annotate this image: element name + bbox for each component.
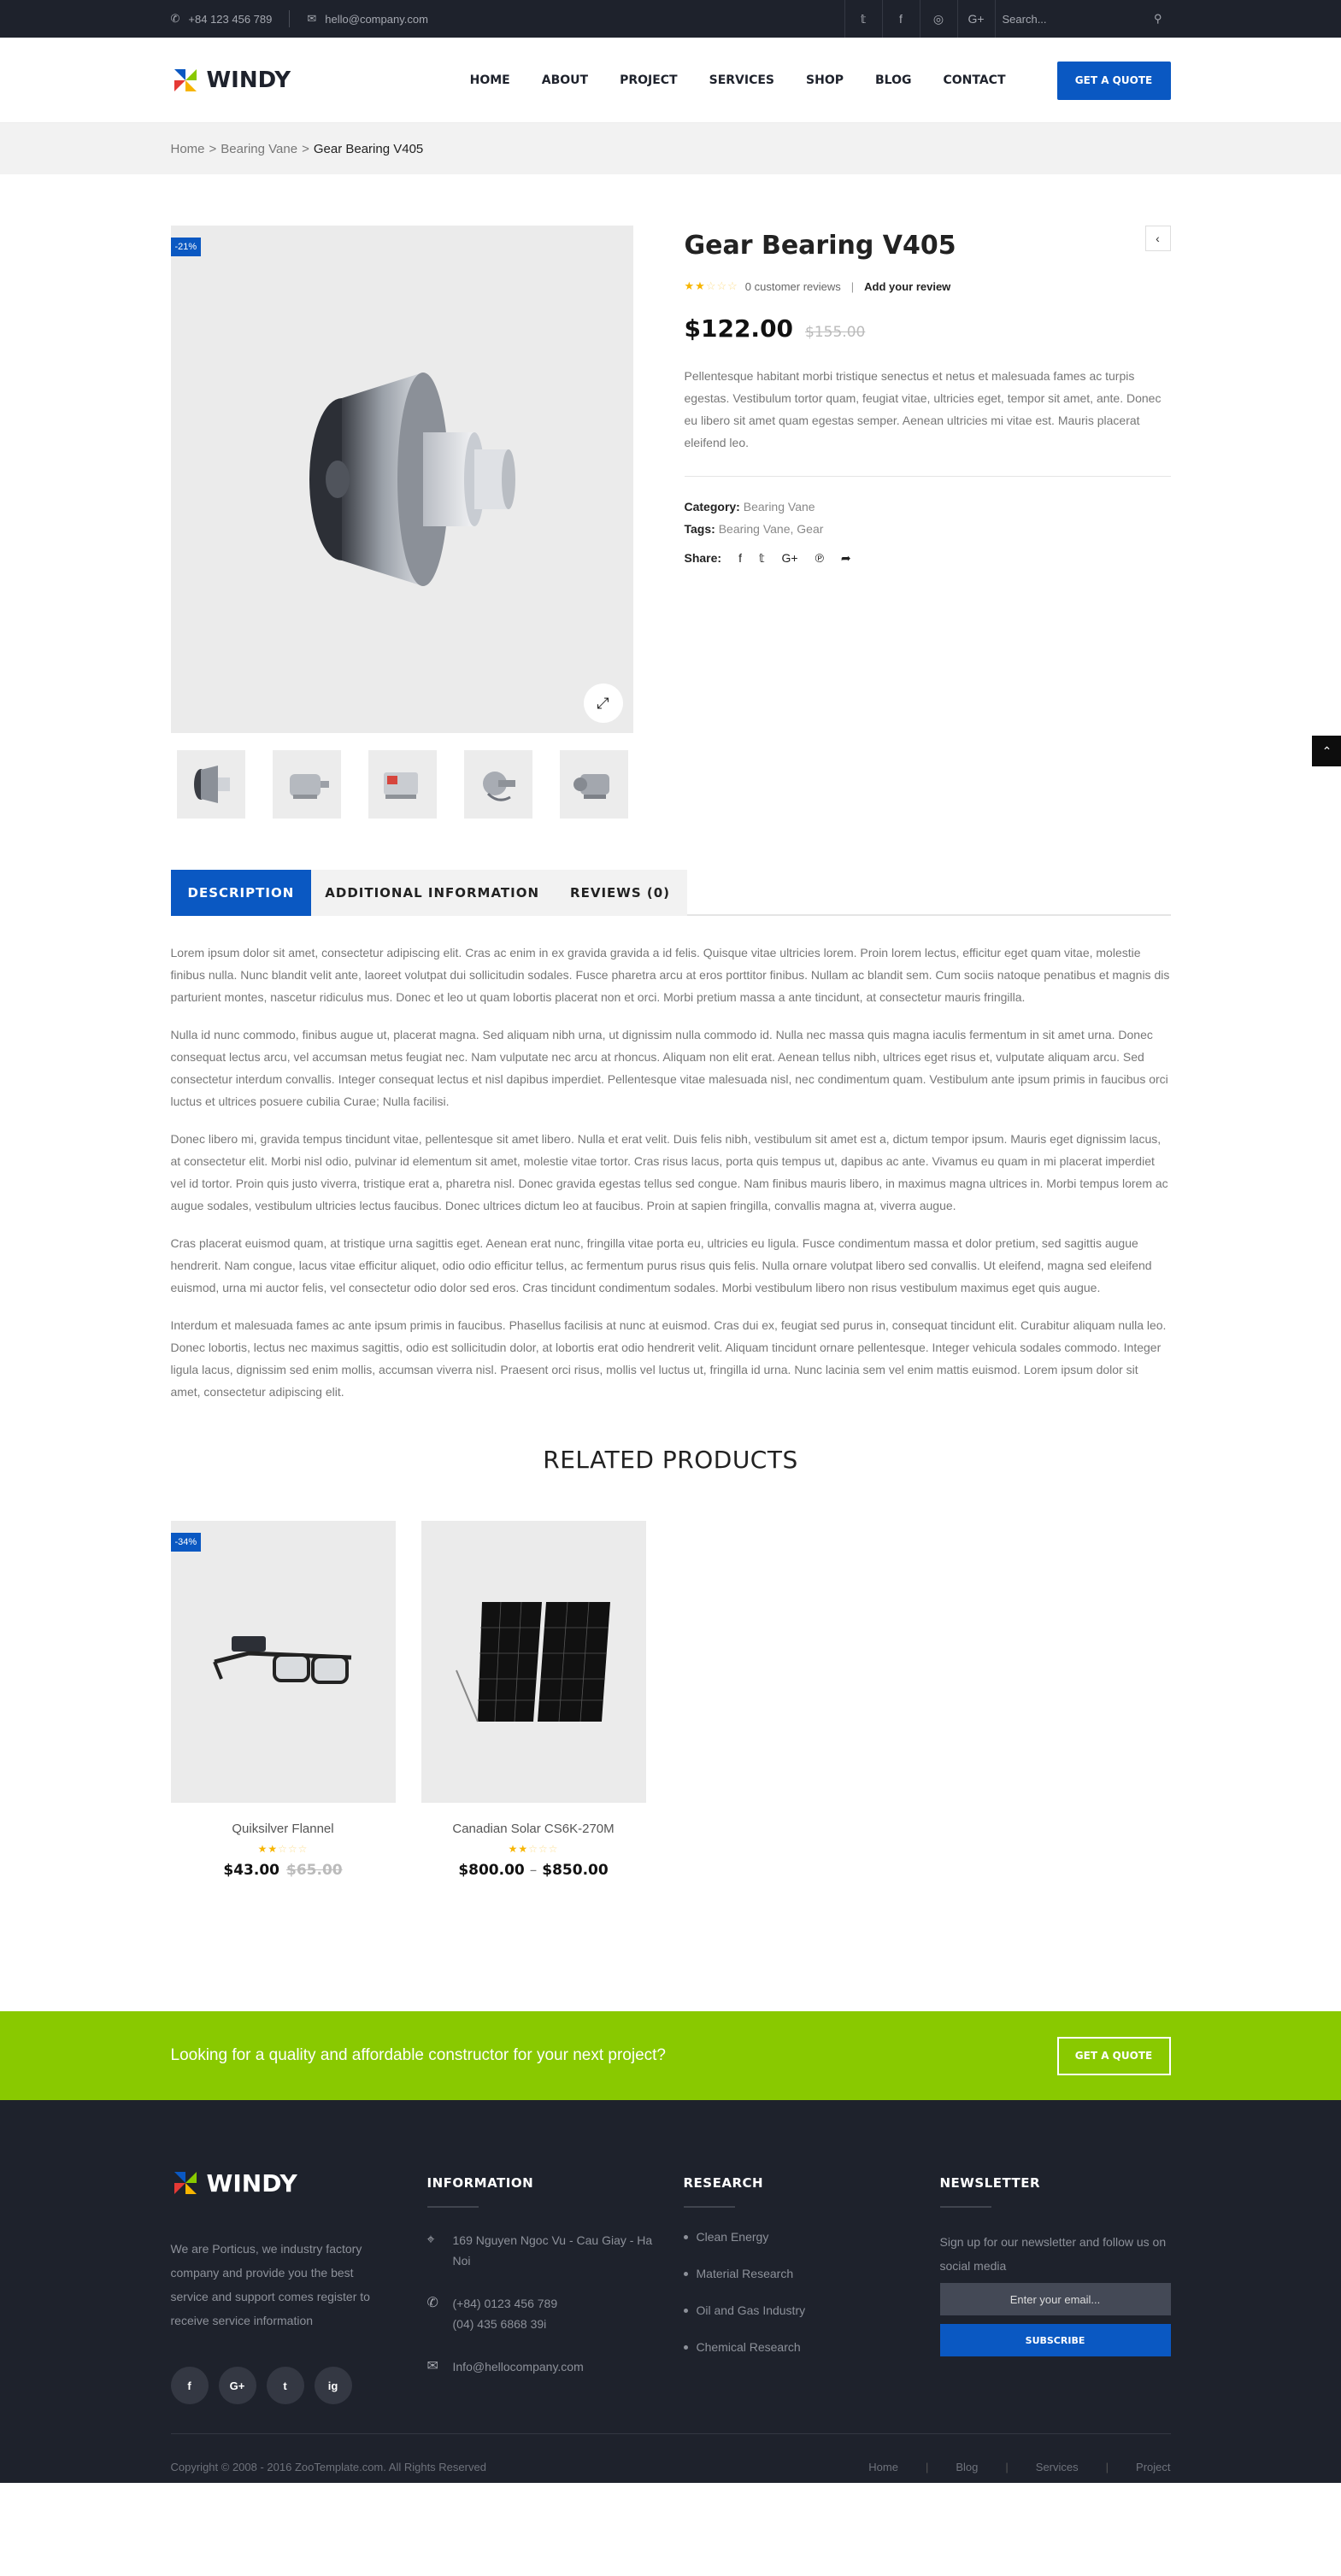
price-dash: –	[529, 1862, 538, 1879]
topbar-email[interactable]	[307, 12, 428, 26]
footer-research-title: RESEARCH	[683, 2175, 764, 2191]
price-to: $850.00	[542, 1862, 609, 1879]
thumbnail-strip	[171, 750, 633, 819]
sale-badge: -34%	[171, 1533, 202, 1552]
footer-link-separator: |	[925, 2461, 929, 2473]
footer-title-line	[940, 2206, 991, 2208]
sale-badge: -21%	[171, 238, 202, 256]
footer-title-line	[684, 2206, 735, 2208]
topbar-phone	[171, 12, 273, 26]
dribbble-icon[interactable]: ◎	[920, 0, 957, 38]
product-gallery	[171, 226, 633, 819]
tab-reviews[interactable]: REVIEWS (0)	[553, 870, 687, 916]
chevron-left-icon[interactable]: ‹	[1145, 226, 1171, 251]
product-old-price: $155.00	[805, 324, 866, 341]
instagram-icon[interactable]: ig	[315, 2367, 352, 2404]
related-product-card[interactable]	[421, 1521, 646, 1879]
breadcrumb	[0, 123, 1341, 174]
footer-logo[interactable]	[171, 2168, 427, 2198]
site-header	[0, 38, 1341, 123]
product-short-description: Pellentesque habitant morbi tristique senectus et netus et malesuada fames ac turpis egestas. Vestibulum tortor quam, feugiat vitae, ultricies eget, tempor sit amet, ante. Donec eu libero sit amet quam egestas semper. Aenean ultricies mi vitae est. Mauris placerat eleifend leo.	[685, 365, 1171, 477]
newsletter-text: Sign up for our newsletter and follow us on social media	[939, 2235, 1167, 2273]
description-paragraph: Cras placerat euismod quam, at tristique urna sagittis eget. Aenean erat nunc, fringilla vitae porta eu, ultricies eu ligula. Fusce condimentum massa et dolor pretium, sed sagittis augue hendrerit. Nam congue, lacus vitae efficitur aliquet, odio odio efficitur tellus, ac fermentum purus risus quis felis. Nulla ornare volutpat libero sed convallis. Ut eleifend, magna sed eleifend euismod, urna mi auctor felis, vel consectetur odio dolor sed eros. Cras tincidunt condimentum sodales. Morbi vestibulum libero non risus vestibulum maximus eget quis augue.	[170, 1236, 1152, 1294]
footer-social	[171, 2367, 427, 2404]
nav-contact[interactable]: CONTACT	[943, 73, 1006, 87]
topbar-email-text[interactable]: hello@company.com	[325, 12, 428, 26]
turbine-image	[248, 351, 556, 607]
description-paragraph: Lorem ipsum dolor sit amet, consectetur adipiscing elit. Cras ac enim in ex gravida gravida a id felis. Quisque vitae ultricies lorem. Proin lorem lectus, efficitur eget quam vitae, molestie finibus nulla. Nunc blandit velit ante, laoreet volutpat dui sollicitudin sodales. Fusce pharetra arcu at eros porttitor finibus. Nullam ac blandit sem. Cum sociis natoque penatibus et magnis dis parturient montes, nascetur ridiculus mus. Donec et leo ut quam lobortis placerat non et orci. Morbi pretium massa a ante tincidunt, at consectetur mauris fringilla.	[170, 946, 1170, 1004]
nav-home[interactable]: HOME	[469, 73, 510, 87]
footer-title-line	[427, 2206, 479, 2208]
topbar-divider	[289, 10, 290, 27]
related-product-price	[421, 1862, 646, 1879]
nav-about[interactable]: ABOUT	[541, 73, 589, 87]
price-from: $800.00	[458, 1862, 525, 1879]
footer-links	[868, 2461, 1170, 2473]
breadcrumb-separator: >	[209, 141, 217, 156]
back-to-top-icon[interactable]: ⌃	[1312, 736, 1341, 766]
breadcrumb-current: Gear Bearing V405	[313, 141, 424, 156]
footer-bottom	[171, 2433, 1171, 2500]
motor-thumb	[281, 766, 332, 803]
google-plus-icon[interactable]: G+	[219, 2367, 256, 2404]
footer-phones	[427, 2293, 684, 2334]
top-bar	[0, 0, 1341, 38]
mail-icon: ✉	[307, 12, 317, 25]
share-row	[685, 547, 1171, 569]
breadcrumb-home[interactable]: Home	[170, 141, 205, 156]
footer-link-separator: |	[1005, 2461, 1009, 2473]
nav-blog[interactable]: BLOG	[874, 73, 912, 87]
thumbnail-3[interactable]	[368, 750, 437, 819]
related-products	[171, 1446, 1171, 1879]
facebook-icon[interactable]: f	[882, 0, 920, 38]
footer-research	[684, 2168, 940, 2404]
category-label: Category:	[684, 500, 740, 513]
nav-shop[interactable]: SHOP	[806, 73, 844, 87]
copyright: Copyright © 2008 - 2016 ZooTemplate.com. All Rights Reserved	[170, 2461, 486, 2473]
pump-thumb	[473, 763, 524, 806]
facebook-icon[interactable]: f	[171, 2367, 209, 2404]
product-tabs	[171, 870, 1171, 916]
nav-project[interactable]: PROJECT	[620, 73, 678, 87]
cta-text: Looking for a quality and affordable constructor for your next project?	[170, 2046, 666, 2064]
phone-icon: ✆	[170, 12, 180, 25]
footer-newsletter-title: NEWSLETTER	[939, 2175, 1041, 2191]
topbar-search	[995, 0, 1171, 38]
thumbnail-5[interactable]	[560, 750, 628, 819]
search-input[interactable]	[1003, 13, 1139, 26]
twitter-icon[interactable]: 𝕥	[758, 551, 765, 565]
cta-banner	[0, 2011, 1341, 2100]
expand-icon[interactable]: ⤢	[584, 684, 623, 723]
get-quote-button[interactable]: GET A QUOTE	[1057, 62, 1171, 100]
product-section	[171, 226, 1332, 819]
footer-logo-text: WINDY	[206, 2168, 297, 2198]
tab-description[interactable]: DESCRIPTION	[171, 870, 312, 916]
google-plus-icon[interactable]: G+	[781, 551, 798, 565]
category-link[interactable]: Bearing Vane	[743, 500, 815, 513]
search-icon[interactable]: ⚲	[1153, 12, 1162, 25]
footer-information	[427, 2168, 684, 2404]
price-row	[685, 314, 1171, 343]
description-paragraph: Nulla id nunc commodo, finibus augue ut, placerat magna. Sed aliquam nibh urna, ut dignissim nulla commodo id. Nulla nec massa quis magna iaculis fermentum in sit amet urna. Donec consequat lectus arcu, vel accumsan metus feugiat nec. Nam vulputate nec arcu at rhoncus. Aliquam non elit erat. Aenean tellus nibh, ultrices eget risus et, vulputate aliquam arcu. Sed consectetur interdum convallis. Integer consequat lectus et nisl dapibus imperdiet. Pellentesque vitae malesuada nisl, nec condimentum quam. Vestibulum ante ipsum primis in faucibus orci luctus et ultrices posuere cubilia Curae; Nulla facilisi.	[170, 1028, 1168, 1108]
generator-thumb	[377, 766, 428, 803]
logo-text: WINDY	[206, 67, 291, 93]
tags-links[interactable]: Bearing Vane, Gear	[718, 522, 824, 536]
description-paragraph: Interdum et malesuada fames ac ante ipsum primis in faucibus. Phasellus facilisis at nunc at euismod. Cras dui ex, feugiat sed purus in, consequat tincidunt elit. Curabitur aliquam nulla leo. Donec lobortis, lectus nec maximus sagittis, odio est sollicitudin dolor, at lobortis erat odio hendrerit velit. Aliquam tincidunt ornare pellentesque. Integer vehicula sodales commodo. Integer ligula lacus, dignissim sed enim mollis, accumsan viverra nisl. Praesent orci risus, mollis vel luctus ut, fringilla id urna. Nunc lacinia sem vel enim mattis euismod. Lorem ipsum dolor sit amet, consectetur adipiscing elit.	[170, 1318, 1167, 1399]
glasses-image	[197, 1611, 368, 1713]
location-icon: ⌖	[426, 2233, 435, 2247]
footer-link-home[interactable]: Home	[868, 2461, 898, 2473]
twitter-icon[interactable]: t	[267, 2367, 304, 2404]
footer-link-separator: |	[1105, 2461, 1109, 2473]
related-product-name[interactable]: Quiksilver Flannel	[232, 1822, 334, 1836]
footer-phone-2: (04) 435 6868 39i	[452, 2317, 547, 2331]
google-plus-icon[interactable]: G+	[957, 0, 995, 38]
research-link[interactable]: Chemical Research	[684, 2340, 940, 2354]
research-link[interactable]: Material Research	[684, 2267, 940, 2280]
footer-phone-1: (+84) 0123 456 789	[452, 2297, 558, 2310]
price-current: $43.00	[223, 1862, 279, 1879]
site-footer	[0, 2100, 1341, 2483]
rating-row	[685, 279, 1171, 293]
product-info	[684, 226, 1332, 819]
facebook-icon[interactable]: f	[738, 551, 742, 565]
product-price: $122.00	[684, 314, 794, 343]
tags-row	[685, 518, 1171, 540]
twitter-icon[interactable]: 𝕥	[844, 0, 882, 38]
breadcrumb-separator: >	[302, 141, 309, 156]
mail-icon: ✉	[426, 2359, 438, 2374]
related-grid	[171, 1521, 1171, 1879]
footer-about-text: We are Porticus, we industry factory company and provide you the best service and support comes register to receive service information	[170, 2242, 370, 2327]
share-label: Share:	[684, 551, 722, 565]
related-title: RELATED PRODUCTS	[543, 1446, 798, 1474]
share-icon[interactable]: ➦	[840, 551, 851, 565]
description-body	[171, 942, 1171, 1403]
windmill-logo-icon	[171, 2168, 200, 2198]
windmill-logo-icon	[171, 66, 200, 95]
review-count[interactable]: 0 customer reviews	[744, 279, 841, 293]
star-rating: ★★☆☆☆	[508, 1843, 559, 1855]
engine-thumb	[568, 766, 620, 803]
nav-services[interactable]: SERVICES	[709, 73, 775, 87]
footer-email	[427, 2356, 684, 2377]
pinterest-icon[interactable]: ℗	[815, 551, 824, 565]
research-link[interactable]: Clean Energy	[684, 2230, 940, 2244]
thumbnail-4[interactable]	[464, 750, 532, 819]
topbar-phone-text: +84 123 456 789	[188, 12, 273, 26]
product-main-image[interactable]	[171, 226, 633, 733]
related-product-card[interactable]	[171, 1521, 396, 1879]
turbine-thumb	[187, 763, 235, 806]
phone-icon: ✆	[426, 2296, 438, 2310]
footer-link-services[interactable]: Services	[1035, 2461, 1079, 2473]
breadcrumb-category[interactable]: Bearing Vane	[221, 141, 298, 156]
footer-info-title: INFORMATION	[426, 2175, 534, 2191]
solar-panel-image	[439, 1585, 627, 1739]
add-review-link[interactable]: Add your review	[864, 279, 951, 293]
product-title: Gear Bearing V405	[684, 231, 956, 261]
footer-newsletter	[940, 2168, 1171, 2404]
thumbnail-2[interactable]	[273, 750, 341, 819]
newsletter-email-input[interactable]	[940, 2283, 1171, 2315]
footer-about	[171, 2168, 427, 2404]
footer-email-text[interactable]: Info@hellocompany.com	[452, 2360, 584, 2374]
price-old: $65.00	[286, 1862, 343, 1879]
footer-phone-lines	[453, 2293, 558, 2334]
footer-address	[427, 2230, 684, 2271]
category-row	[685, 496, 1171, 518]
star-rating: ★★☆☆☆	[257, 1843, 309, 1855]
footer-link-project[interactable]: Project	[1136, 2461, 1171, 2473]
product-meta	[685, 496, 1171, 569]
main-nav	[438, 73, 1006, 87]
related-product-image[interactable]	[171, 1521, 396, 1803]
related-product-name[interactable]: Canadian Solar CS6K-270M	[452, 1822, 615, 1836]
rating-divider: |	[850, 279, 855, 293]
footer-address-text: 169 Nguyen Ngoc Vu - Cau Giay - Ha Noi	[452, 2233, 653, 2268]
site-logo[interactable]	[171, 66, 291, 95]
tab-additional-information[interactable]: ADDITIONAL INFORMATION	[311, 870, 553, 916]
research-link[interactable]: Oil and Gas Industry	[684, 2303, 940, 2317]
related-product-price	[171, 1862, 396, 1879]
footer-link-blog[interactable]: Blog	[956, 2461, 979, 2473]
research-list	[684, 2230, 940, 2354]
description-paragraph: Donec libero mi, gravida tempus tincidunt vitae, pellentesque sit amet libero. Nulla et erat velit. Duis felis nibh, vestibulum sit amet est a, dictum tempor ipsum. Mauris eget dignissim lacus, at consectetur elit. Morbi nisl odio, pulvinar id elementum sit amet, molestie vitae tortor. Cras risus lacus, porta quis tempus ut, dapibus ac ante. Vivamus eu quam in mi placerat imperdiet vel id tortor. Proin quis justo viverra, tristique erat a, pharetra nisl. Donec gravida egestas tellus sed congue. Nam finibus mauris libero, in maximus magna ultrices in. Morbi tempus lorem ac augue sodales, vestibulum ultricies lectus faucibus. Donec ultrices dictum leo at faucibus. Proin at sapien fringilla, convallis magna at, viverra augue.	[170, 1132, 1168, 1212]
star-rating: ★★☆☆☆	[684, 279, 738, 292]
cta-quote-button[interactable]: GET A QUOTE	[1057, 2037, 1171, 2075]
subscribe-button[interactable]: SUBSCRIBE	[940, 2324, 1171, 2356]
thumbnail-1[interactable]	[177, 750, 245, 819]
related-product-image[interactable]	[421, 1521, 646, 1803]
tags-label: Tags:	[684, 522, 715, 536]
